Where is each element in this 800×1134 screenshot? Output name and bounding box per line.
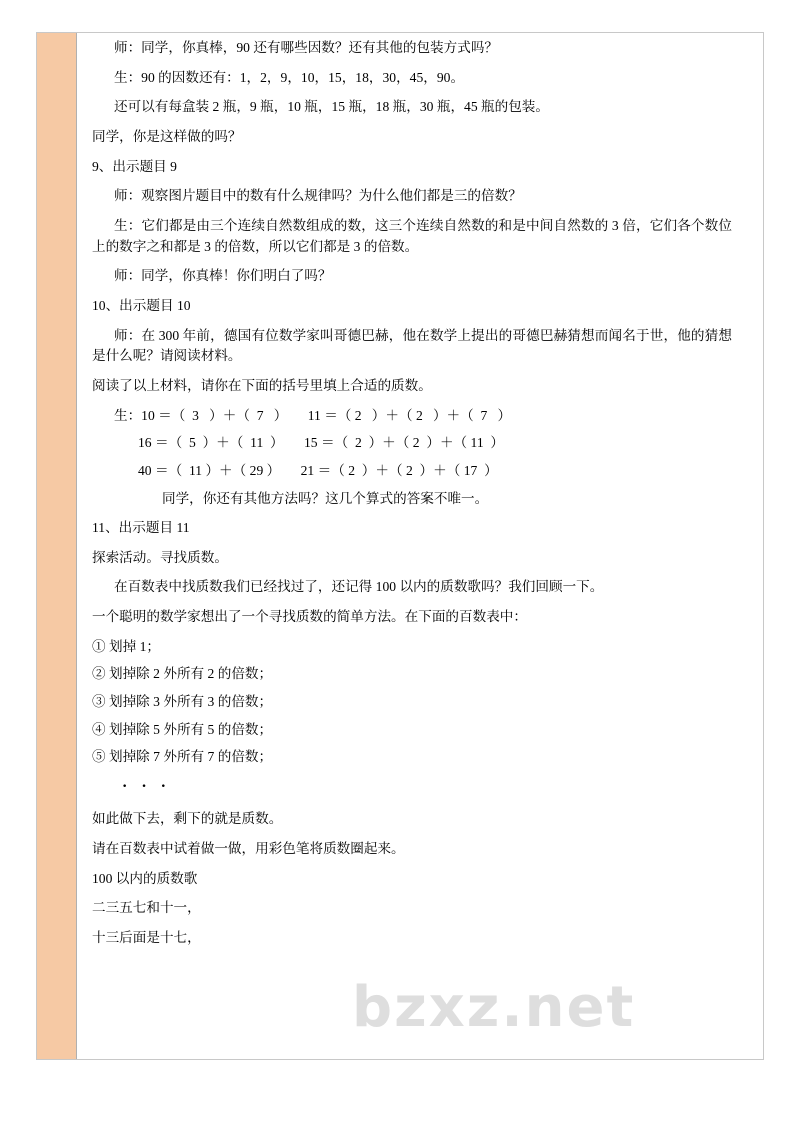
ellipsis-marker: · · · <box>122 778 172 796</box>
paragraph: 11、出示题目 11 <box>92 520 190 536</box>
left-decorative-band <box>37 33 77 1059</box>
equation-line: 16 ＝（ 5 ）＋（ 11 ） 15 ＝（ 2 ）＋（ 2 ）＋（ 11 ） <box>138 435 505 451</box>
paragraph: 生：90 的因数还有：1，2，9，10，15，18，30，45，90。 <box>114 69 465 85</box>
paragraph: 生：它们都是由三个连续自然数组成的数，这三个连续自然数的和是中间自然数的 3 倍，它们各个数位上的数字之和都是 3 的倍数，所以它们都是 3 的倍数。 <box>92 217 732 254</box>
paragraph: 师：在 300 年前，德国有位数学家叫哥德巴赫，他在数学上提出的哥德巴赫猜想而闻名于世，他的猜想是什么呢？请阅读材料。 <box>92 327 732 364</box>
equation-line: 生：10 ＝（ 3 ）＋（ 7 ） 11 ＝（ 2 ）＋（ 2 ）＋（ 7 ） <box>114 407 512 423</box>
paragraph: 在百数表中找质数我们已经找过了，还记得 100 以内的质数歌吗？我们回顾一下。 <box>114 579 604 595</box>
paragraph: 探索活动。寻找质数。 <box>92 549 228 565</box>
paragraph: 师：同学，你真棒，90 还有哪些因数？还有其他的包装方式吗？ <box>114 40 499 55</box>
paragraph: 同学，你还有其他方法吗？这几个算式的答案不唯一。 <box>162 490 489 506</box>
paragraph: 师：同学，你真棒！你们明白了吗？ <box>114 268 332 284</box>
list-item: ② 划掉除 2 外所有 2 的倍数； <box>92 666 273 682</box>
paragraph: 十三后面是十七， <box>92 930 201 945</box>
list-item: ③ 划掉除 3 外所有 3 的倍数； <box>92 694 273 710</box>
list-item: ⑤ 划掉除 7 外所有 7 的倍数； <box>92 749 273 765</box>
watermark-text: bzxz.net <box>352 975 636 1040</box>
paragraph: 10、出示题目 10 <box>92 297 191 313</box>
paragraph: 阅读了以上材料，请你在下面的括号里填上合适的质数。 <box>92 377 432 393</box>
equation-line: 40 ＝（ 11 ）＋（ 29 ） 21 ＝（ 2 ）＋（ 2 ）＋（ 17 ） <box>138 462 498 478</box>
list-item: ④ 划掉除 5 外所有 5 的倍数； <box>92 721 273 737</box>
paragraph: 请在百数表中试着做一做，用彩色笔将质数圈起来。 <box>92 841 405 857</box>
paragraph: 100 以内的质数歌 <box>92 870 198 886</box>
paragraph: 还可以有每盒装 2 瓶，9 瓶，10 瓶，15 瓶，18 瓶，30 瓶，45 瓶的包装。 <box>114 99 549 115</box>
paragraph: 一个聪明的数学家想出了一个寻找质数的简单方法。在下面的百数表中： <box>92 609 527 625</box>
paragraph: 如此做下去，剩下的就是质数。 <box>92 811 283 827</box>
list-item: ① 划掉 1； <box>92 638 160 654</box>
paragraph: 师：观察图片题目中的数有什么规律吗？为什么他们都是三的倍数？ <box>114 188 522 204</box>
paragraph: 9、出示题目 9 <box>92 158 177 174</box>
paragraph: 二三五七和十一， <box>92 900 201 916</box>
document-content <box>92 38 732 1058</box>
paragraph: 同学，你是这样做的吗？ <box>92 128 242 144</box>
